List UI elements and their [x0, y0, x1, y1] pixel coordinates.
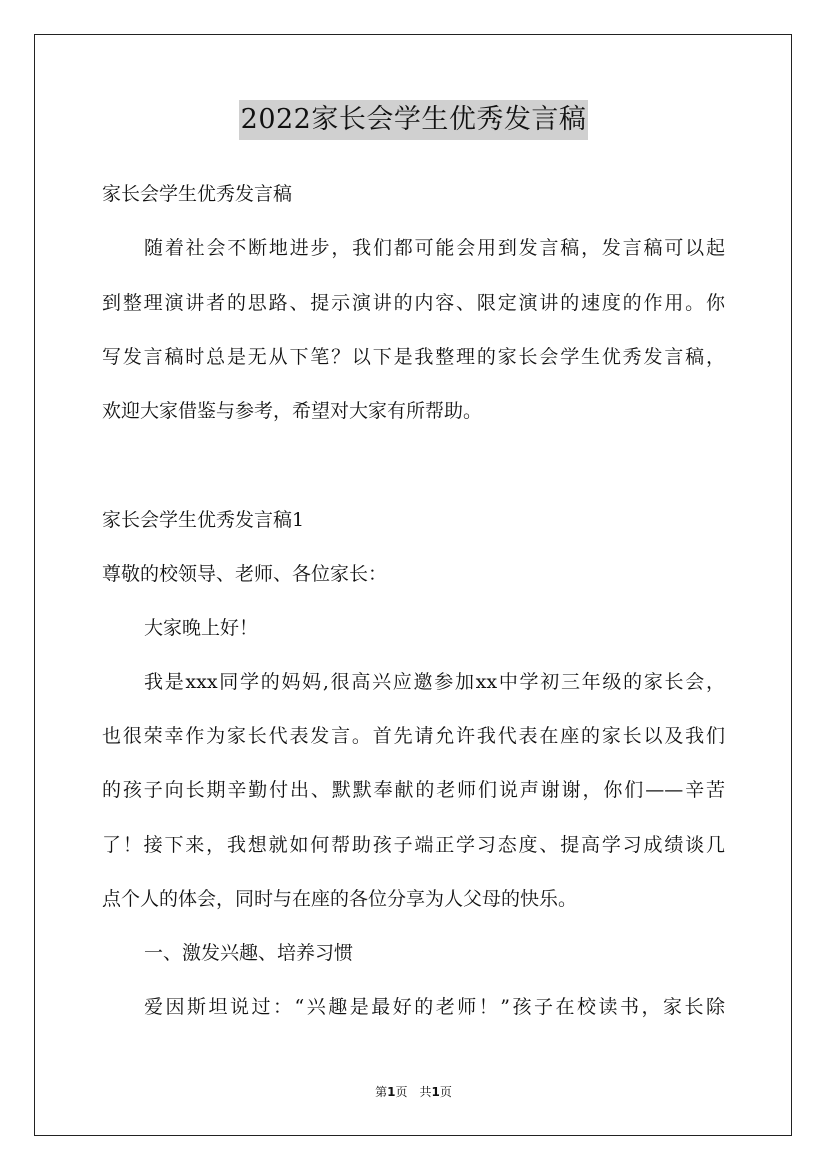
paragraph-line: 的孩子向长期辛勤付出、默默奉献的老师们说声谢谢，你们——辛苦: [102, 779, 725, 801]
footer-page-total: 1: [431, 1085, 440, 1099]
paragraph-line: 也很荣幸作为家长代表发言。首先请允许我代表在座的家长以及我们: [102, 725, 725, 747]
footer-suffix: 页: [439, 1085, 452, 1099]
subsection-heading: 一、激发兴趣、培养习惯: [144, 942, 354, 964]
section-heading: 家长会学生优秀发言稿1: [102, 509, 305, 531]
document-title: 2022家长会学生优秀发言稿: [239, 100, 589, 140]
paragraph-line: 爱因斯坦说过：“兴趣是最好的老师！”孩子在校读书，家长除: [144, 996, 725, 1018]
footer-prefix: 第: [375, 1085, 388, 1099]
salutation: 尊敬的校领导、老师、各位家长：: [102, 563, 388, 585]
paragraph-line: 欢迎大家借鉴与参考，希望对大家有所帮助。: [102, 400, 483, 422]
paragraph-line: 我是xxx同学的妈妈,很高兴应邀参加xx中学初三年级的家长会，: [144, 671, 725, 693]
paragraph-line: 了！接下来，我想就如何帮助孩子端正学习态度、提高学习成绩谈几: [102, 834, 725, 856]
greeting: 大家晚上好！: [144, 617, 259, 639]
intro-heading: 家长会学生优秀发言稿: [102, 183, 293, 205]
footer-mid: 页 共: [395, 1085, 432, 1099]
paragraph-line: 随着社会不断地进步，我们都可能会用到发言稿，发言稿可以起: [144, 237, 725, 259]
footer-page-current: 1: [387, 1085, 396, 1099]
title-area: [0, 100, 827, 140]
paragraph-line: 到整理演讲者的思路、提示演讲的内容、限定演讲的速度的作用。你: [102, 292, 725, 314]
paragraph-line: 写发言稿时总是无从下笔？以下是我整理的家长会学生优秀发言稿，: [102, 346, 725, 368]
paragraph-line: 点个人的体会，同时与在座的各位分享为人父母的快乐。: [102, 888, 578, 910]
page-footer: [0, 1084, 827, 1100]
